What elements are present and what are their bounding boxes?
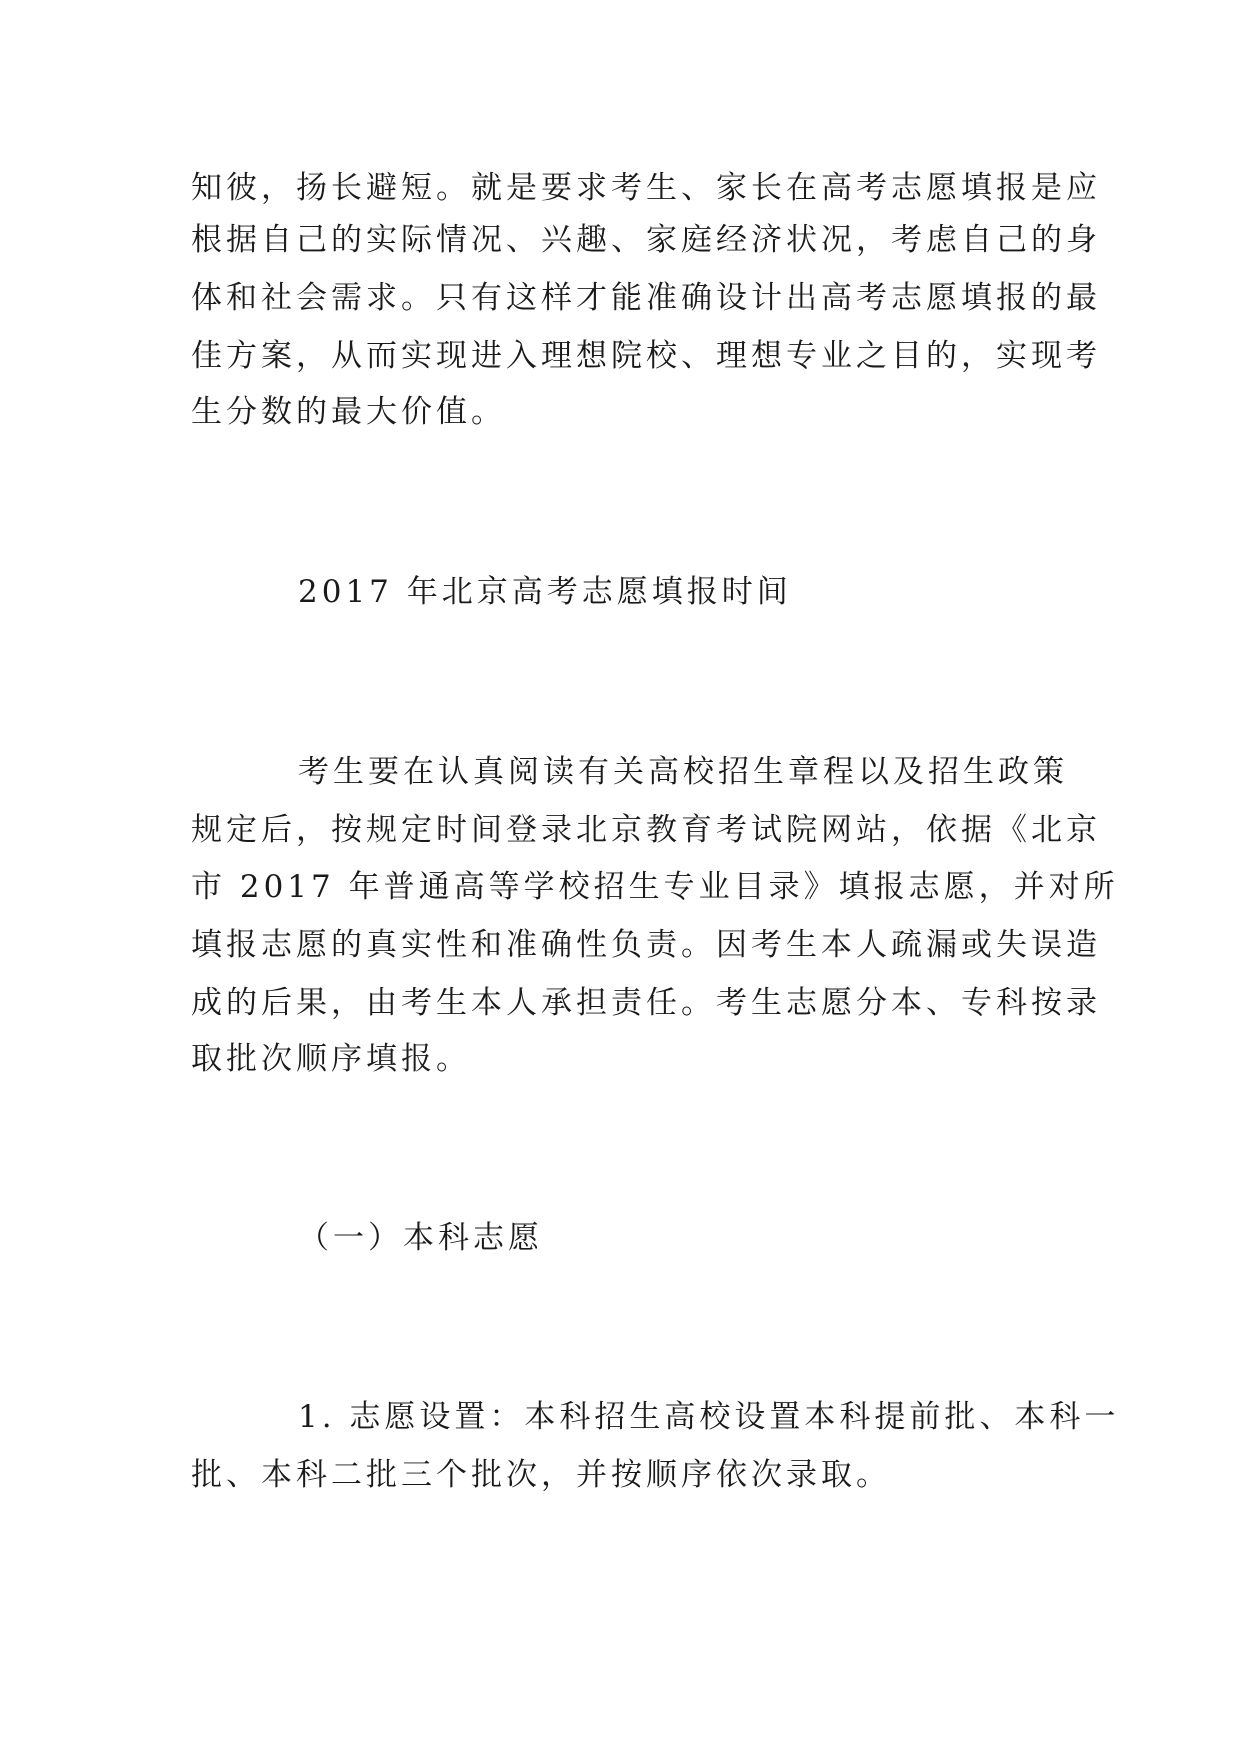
- paragraph-line: 体和社会需求。只有这样才能准确设计出高考志愿填报的最: [191, 280, 1101, 316]
- paragraph-line: 佳方案，从而实现进入理想院校、理想专业之目的，实现考: [191, 338, 1101, 374]
- paragraph-line: 生分数的最大价值。: [191, 394, 506, 430]
- paragraph-line: 根据自己的实际情况、兴趣、家庭经济状况，考虑自己的身: [191, 222, 1101, 258]
- paragraph-line: 市 2017 年普通高等学校招生专业目录》填报志愿，并对所: [191, 869, 1119, 905]
- paragraph-line: 取批次顺序填报。: [191, 1041, 471, 1077]
- section-heading: 2017 年北京高考志愿填报时间: [298, 574, 792, 610]
- subsection-heading: （一）本科志愿: [298, 1220, 543, 1256]
- paragraph-line: 知彼，扬长避短。就是要求考生、家长在高考志愿填报是应: [191, 170, 1101, 206]
- paragraph-line: 填报志愿的真实性和准确性负责。因考生本人疏漏或失误造: [191, 927, 1101, 963]
- paragraph-line: 批、本科二批三个批次，并按顺序依次录取。: [191, 1457, 891, 1493]
- paragraph-line: 1. 志愿设置：本科招生高校设置本科提前批、本科一: [298, 1399, 1120, 1435]
- paragraph-line: 规定后，按规定时间登录北京教育考试院网站，依据《北京: [191, 812, 1101, 848]
- paragraph-line: 考生要在认真阅读有关高校招生章程以及招生政策: [298, 754, 1068, 790]
- paragraph-line: 成的后果，由考生本人承担责任。考生志愿分本、专科按录: [191, 985, 1101, 1021]
